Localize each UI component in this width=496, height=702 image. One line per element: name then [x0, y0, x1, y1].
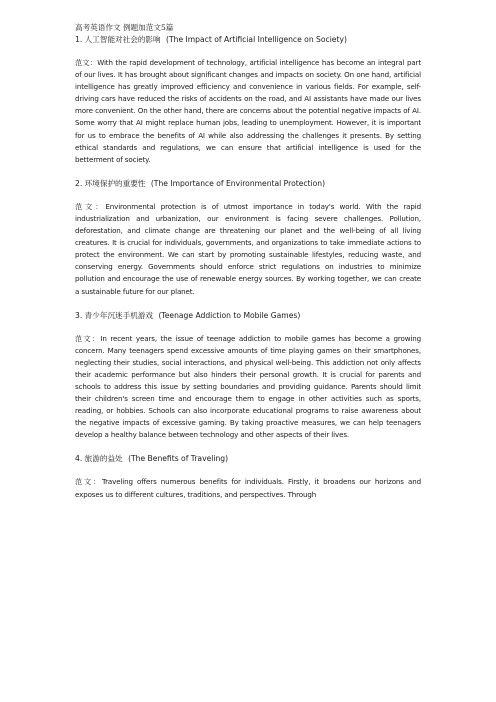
essay-section-2 — [75, 178, 421, 298]
section-title-en: (The Impact of Artificial Intelligence on Society) — [166, 35, 347, 44]
section-heading — [75, 34, 421, 46]
model-essay-label: 范文： — [75, 477, 102, 487]
model-essay-label: 范文： — [75, 58, 98, 67]
essay-paragraph — [75, 476, 421, 500]
section-heading — [75, 178, 421, 190]
document-page — [75, 22, 421, 501]
section-heading — [75, 310, 421, 322]
essay-body: Environmental protection is of utmost importance in today's world. With the rapid industrialization and urbanization, our environment is facing severe challenges. Pollution, deforestation, and climate change are threatening our planet and the well-being of all living creatures. It is crucial for individuals, governments, and organizations to take immediate actions to protect the environment. We can start by promoting sustainable lifestyles, reducing waste, and conserving energy. Governments should enforce strict regulations on industries to minimize pollution and encourage the use of renewable energy sources. By working together, we can create a sustainable future for our planet. — [75, 201, 422, 296]
section-title-zh: 青少年沉迷手机游戏 — [84, 310, 154, 320]
section-heading — [75, 453, 421, 465]
essay-section-4 — [75, 453, 421, 500]
essay-paragraph — [75, 57, 421, 166]
essay-section-3 — [75, 310, 421, 442]
section-number: 4. — [75, 454, 83, 464]
essay-paragraph — [75, 201, 421, 298]
section-title-en: (Teenage Addiction to Mobile Games) — [158, 310, 301, 320]
essay-body: In recent years, the issue of teenage addiction to mobile games has become a growing concern. Many teenagers spend excessive amounts of time playing games on their smartphones, neglecting their studies, social interactions, and physical well-being. This addiction not only affects their academic performance but also hinders their personal growth. It is crucial for parents and schools to address this issue by setting boundaries and providing guidance. Parents should limit their children's screen time and encourage them to engage in other activities such as sports, reading, or hobbies. Schools can also incorporate educational programs to raise awareness about the negative impacts of excessive gaming. By taking proactive measures, we can help teenagers develop a healthy balance between technology and other aspects of their lives. — [75, 333, 422, 440]
model-essay-label: 范文： — [75, 201, 106, 211]
essay-body: Traveling offers numerous benefits for individuals. Firstly, it broadens our horizons and exposes us to different cultures, traditions, and perspectives. Through — [75, 477, 422, 499]
essay-body: With the rapid development of technology, artificial intelligence has become an integral part of our lives. It has brought about significant changes and impacts on society. On one hand, artificial intelligence has greatly improved efficiency and convenience in various fields. For example, self-driving cars have reduced the risks of accidents on the road, and AI assistants have made our lives more convenient. On the other hand, there are concerns about the potential negative impacts of AI. Some worry that AI might replace human jobs, leading to unemployment. However, it is important for us to embrace the benefits of AI while also addressing the challenges it presents. By setting ethical standards and regulations, we can ensure that artificial intelligence is used for the betterment of society. — [75, 58, 422, 164]
section-title-zh: 人工智能对社会的影响 — [84, 35, 161, 44]
section-number: 3. — [75, 310, 83, 320]
section-number: 1. — [75, 35, 83, 44]
essay-paragraph — [75, 333, 421, 442]
section-number: 2. — [75, 178, 83, 188]
document-title: 高考英语作文 例题加范文5篇 — [75, 23, 174, 32]
section-title-zh: 环境保护的重要性 — [84, 178, 146, 188]
model-essay-label: 范文： — [75, 333, 101, 343]
section-title-zh: 旅游的益处 — [84, 454, 123, 464]
essay-list — [75, 34, 421, 501]
essay-section-1 — [75, 34, 421, 166]
section-title-en: (The Importance of Environmental Protection) — [150, 178, 326, 188]
section-title-en: (The Benefits of Traveling) — [128, 454, 229, 464]
